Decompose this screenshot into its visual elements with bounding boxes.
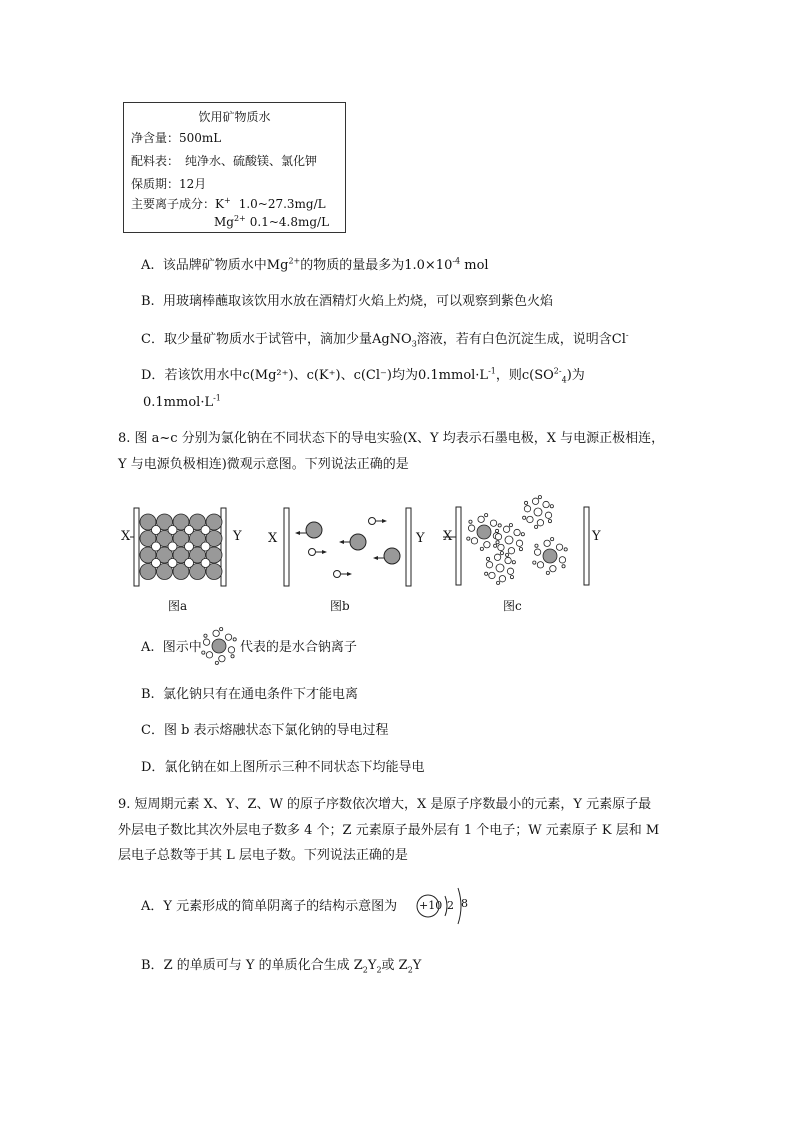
water-hydrogen	[548, 519, 551, 522]
water-molecule	[489, 572, 495, 578]
water-hydrogen	[512, 561, 515, 564]
q7-option-c: C．取少量矿物质水于试管中，滴加少量AgNO$_3$溶液，若有白色沉淀生成，说明含Cl-	[141, 330, 629, 349]
water-molecule	[495, 534, 501, 540]
q9-stem-line3: 层电子总数等于其 L 层电子数。下列说法正确的是	[118, 848, 408, 863]
label-volume: 净含量：500mL	[131, 131, 222, 145]
water-molecule	[524, 506, 530, 512]
fig-a-electrode-x: X	[121, 529, 131, 544]
label-shelf-life: 保质期：12月	[131, 177, 207, 191]
water-hydrogen	[467, 537, 470, 540]
q7-option-d-line2: $0.1mmol\cdot L^{-1}$	[143, 393, 221, 410]
hydrated-ion-core-small	[534, 508, 542, 516]
water-molecule	[478, 516, 484, 522]
ion-shell-1: 2	[447, 899, 454, 912]
water-molecule	[559, 557, 565, 563]
ion-nucleus-charge: +10	[419, 899, 443, 912]
lattice-ion-small	[201, 559, 210, 568]
water-molecule	[556, 544, 562, 550]
water-molecule	[508, 548, 514, 554]
q8-option-b: B. 氯化钠只有在通电条件下才能电离	[141, 687, 358, 702]
water-hydrogen	[220, 628, 223, 631]
q7-option-d: D．若该饮用水中c(Mg²⁺)、c(K⁺)、c(Cl⁻)均为$0.1mmol\cdot L^{-1}$，则$c(SO^{2-}_4)$为	[141, 366, 585, 385]
figure-b-diagram	[265, 500, 425, 592]
fig-b-electrode-x: X	[268, 531, 278, 546]
lattice-ion-small	[185, 526, 194, 535]
water-molecule	[486, 562, 492, 568]
fig-c-label: 图c	[503, 599, 522, 613]
water-molecule	[534, 549, 540, 555]
water-molecule	[203, 639, 209, 645]
q7-option-a: A. 该品牌矿物质水中$Mg^{2+}$的物质的量最多为$1.0\times 10^{-4}$ mol	[141, 256, 489, 273]
water-hydrogen	[496, 541, 499, 544]
water-molecule	[494, 554, 500, 560]
fig-c-electrode-y: Y	[592, 529, 601, 544]
water-hydrogen	[519, 547, 522, 550]
hydrated-ion-core-large	[543, 549, 557, 563]
water-hydrogen	[562, 565, 565, 568]
lattice-ion-small	[201, 542, 210, 551]
water-hydrogen	[497, 581, 500, 584]
water-molecule	[484, 541, 490, 547]
q7-option-b: B. 用玻璃棒蘸取该饮用水放在酒精灯火焰上灼烧，可以观察到紫色火焰	[141, 294, 553, 309]
water-molecule	[219, 655, 225, 661]
label-title: 饮用矿物质水	[198, 110, 271, 124]
figure-c-diagram	[440, 490, 600, 590]
water-hydrogen	[524, 501, 527, 504]
water-molecule	[543, 501, 549, 507]
lattice-ion-small	[152, 559, 161, 568]
q8-option-d: D．氯化钠在如上图所示三种不同状态下均能导电	[141, 760, 425, 775]
lattice-ion-small	[168, 559, 177, 568]
q8-stem-line1: 8. 图 a~c 分别为氯化钠在不同状态下的导电实验(X、Y 均表示石墨电极，X 与电源正极相连，	[118, 431, 665, 446]
water-molecule	[537, 520, 543, 526]
water-hydrogen	[500, 552, 503, 555]
water-hydrogen	[215, 661, 218, 664]
water-molecule	[225, 634, 231, 640]
fig-a-label: 图a	[168, 599, 188, 613]
water-hydrogen	[469, 520, 472, 523]
water-molecule	[468, 525, 474, 531]
water-hydrogen	[498, 524, 501, 527]
water-molecule	[527, 516, 533, 522]
q9-option-a: A．Y 元素形成的简单阴离子的结构示意图为	[141, 899, 398, 914]
lattice-ion-small	[168, 542, 177, 551]
water-molecule	[507, 568, 513, 574]
water-molecule	[228, 647, 234, 653]
hydrated-ion-core-large	[477, 525, 491, 539]
q9-stem-line2: 外层电子数比其次外层电子数多 4 个；Z 元素原子最外层有 1 个电子；W 元素原子 K 层和 M	[118, 823, 660, 838]
hydrated-ion-icon	[199, 628, 239, 664]
water-molecule	[490, 520, 496, 526]
water-molecule	[213, 630, 219, 636]
water-hydrogen	[523, 516, 526, 519]
q8-option-a: A. 图示中 代表的是水合钠离子	[141, 640, 357, 655]
water-hydrogen	[521, 533, 524, 536]
fig-a-electrode-y: Y	[233, 529, 242, 544]
water-molecule	[505, 557, 511, 563]
figure-a-diagram	[120, 500, 240, 592]
water-molecule	[550, 565, 556, 571]
water-molecule	[532, 498, 538, 504]
lattice-ion-small	[185, 542, 194, 551]
water-hydrogen	[535, 544, 538, 547]
water-molecule	[544, 540, 550, 546]
water-hydrogen	[485, 514, 488, 517]
lattice-ion-small	[168, 526, 177, 535]
q8-option-c: C．图 b 表示熔融状态下氯化钠的导电过程	[141, 723, 389, 738]
fig-b-electrode-y: Y	[416, 531, 425, 546]
ion-shell-2: 8	[461, 897, 468, 910]
water-hydrogen	[485, 572, 488, 575]
q9-stem-line1: 9. 短周期元素 X、Y、Z、W 的原子序数依次增大，X 是原子序数最小的元素，Y 元素原子最	[118, 797, 652, 812]
water-hydrogen	[538, 496, 541, 499]
water-hydrogen	[551, 538, 554, 541]
label-ingredients: 配料表： 纯净水、硫酸镁、氯化钾	[131, 154, 318, 168]
water-molecule	[206, 652, 212, 658]
water-hydrogen	[494, 544, 497, 547]
hydrated-ion-core-small	[496, 564, 504, 572]
water-hydrogen	[480, 547, 483, 550]
water-hydrogen	[564, 548, 567, 551]
water-hydrogen	[546, 571, 549, 574]
water-molecule	[537, 562, 543, 568]
lattice-ion-small	[201, 526, 210, 535]
water-molecule	[499, 576, 505, 582]
water-hydrogen	[509, 524, 512, 527]
water-hydrogen	[535, 525, 538, 528]
q8-stem-line2: Y 与电源负极相连)微观示意图。下列说法正确的是	[118, 457, 409, 472]
water-hydrogen	[231, 655, 234, 658]
water-hydrogen	[506, 553, 509, 556]
hydrated-ion-core-large	[212, 639, 226, 653]
water-molecule	[503, 526, 509, 532]
fig-b-label: 图b	[330, 599, 350, 613]
water-hydrogen	[550, 505, 553, 508]
lattice-ion-small	[185, 559, 194, 568]
label-ions: 主要离子成分：K+ 1.0~27.3mg/L	[131, 196, 326, 211]
fig-c-electrode-x: X	[443, 529, 453, 544]
hydrated-ion-core-small	[505, 536, 513, 544]
water-hydrogen	[204, 634, 207, 637]
water-molecule	[471, 538, 477, 544]
water-hydrogen	[533, 561, 536, 564]
label-mg-ion: $Mg^{2+}$ 0.1~4.8mg/L	[214, 214, 330, 229]
water-molecule	[516, 540, 522, 546]
water-hydrogen	[495, 529, 498, 532]
water-molecule	[498, 544, 504, 550]
water-hydrogen	[486, 557, 489, 560]
water-hydrogen	[510, 575, 513, 578]
water-hydrogen	[233, 638, 236, 641]
product-label	[123, 102, 346, 233]
lattice-ion-small	[152, 526, 161, 535]
q9-option-b: B．Z 的单质可与 Y 的单质化合生成 $Z_2Y_2$或 $Z_2Y$	[141, 958, 422, 975]
water-hydrogen	[202, 651, 205, 654]
water-molecule	[545, 512, 551, 518]
water-molecule	[514, 529, 520, 535]
lattice-ion-small	[152, 542, 161, 551]
